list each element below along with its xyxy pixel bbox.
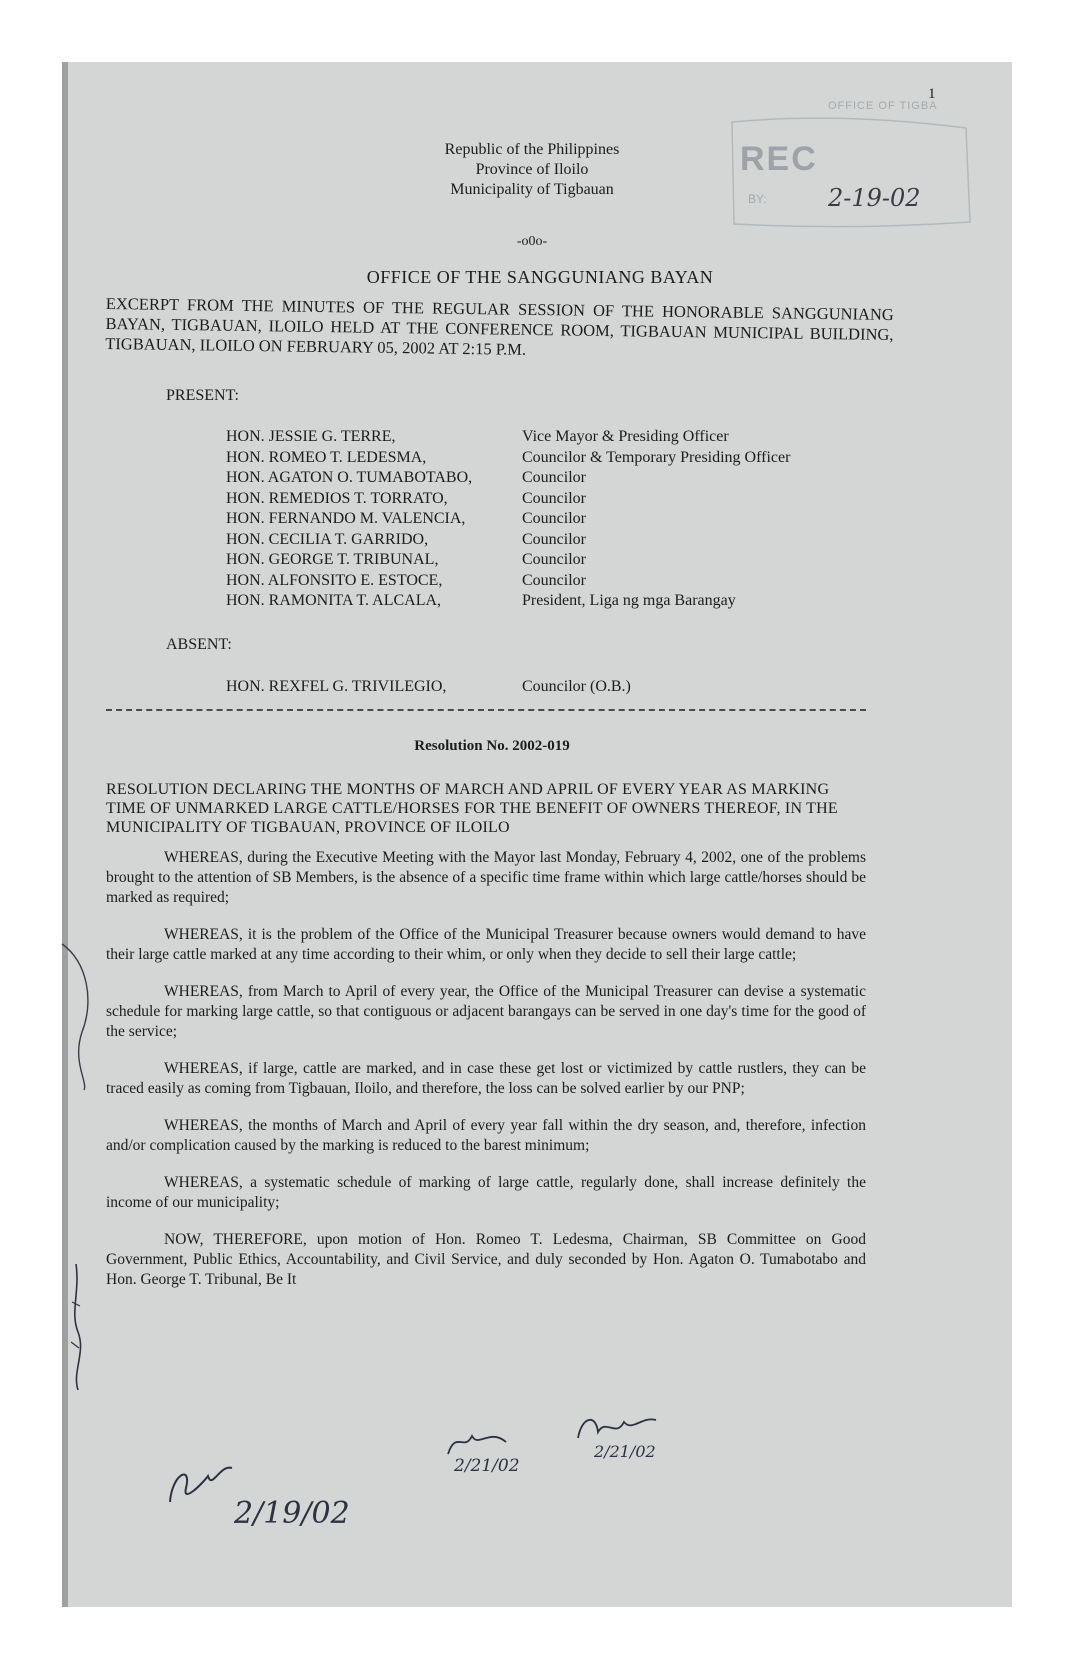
attendee-title: Councilor [522,571,586,589]
attendee-row [226,489,866,510]
dashed-divider [106,709,866,711]
attendee-title: Councilor [522,530,586,548]
resolution-title: RESOLUTION DECLARING THE MONTHS OF MARCH AND APRIL OF EVERY YEAR AS MARKING TIME OF UNMARKED LARGE CATTLE/HORSES FOR THE BENEFIT OF OWNERS THEREOF, IN THE MUNICIPALITY OF TIGBAUAN, PROVINCE OF ILOILO [106,781,838,836]
attendee-title: Councilor [522,510,586,527]
office-title: OFFICE OF THE SANGGUNIANG BAYAN [366,267,714,287]
attendee-row [226,591,866,612]
attendee-title: President, Liga ng mga Barangay [522,592,736,609]
attendee-row [226,427,866,448]
whereas-paragraph: WHEREAS, during the Executive Meeting with the Mayor last Monday, February 4, 2002, one of the problems brought to the attention of SB Members, is the absence of a specific time frame within which large cattle/horses should be marked as required; [106,849,866,906]
attendee-title: Councilor [522,489,586,507]
attendee-name: HON. RAMONITA T. ALCALA, [226,592,442,609]
attendee-name: HON. ALFONSITO E. ESTOCE, [226,571,443,589]
letterhead-province: Province of Iloilo [475,161,589,178]
stamp-office-text: OFFICE OF TIGBA [828,100,938,112]
letterhead-republic: Republic of the Philippines [444,141,620,158]
resolution-number: Resolution No. 2002-019 [414,738,570,754]
absent-list [226,677,866,698]
margin-signature-mark [66,1262,86,1392]
separator-ornament: -o0o- [516,234,548,249]
attendee-name: HON. REMEDIOS T. TORRATO, [226,489,448,507]
stamp-received-text: REC [740,140,818,178]
attendee-name: HON. GEORGE T. TRIBUNAL, [226,551,439,568]
present-label: PRESENT: [166,387,239,404]
attendee-name: HON. CECILIA T. GARRIDO, [226,530,429,548]
left-initial-signature [162,1454,242,1514]
letterhead-municipality: Municipality of Tigbauan [450,181,614,198]
attendee-title: Councilor & Temporary Presiding Officer [522,448,791,466]
left-signature-date: 2/19/02 [234,1496,350,1531]
attendee-name: HON. JESSIE G. TERRE, [226,428,396,445]
attendee-row [226,509,866,530]
whereas-paragraph: WHEREAS, if large, cattle are marked, and in case these get lost or victimized by cattle rustlers, they can be traced easily as coming from Tigbauan, Iloilo, and therefore, the loss can be solved earlier by our PNP; [106,1060,866,1097]
absentee-name: HON. REXFEL G. TRIVILEGIO, [226,678,447,695]
stamp-handwritten-date: 2-19-02 [828,184,921,212]
attendee-name: HON. ROMEO T. LEDESMA, [226,448,427,466]
absentee-title: Councilor (O.B.) [522,678,631,695]
attendee-title: Councilor [522,469,586,486]
present-list [226,427,866,612]
attendee-row [226,550,866,571]
whereas-paragraph: WHEREAS, it is the problem of the Office of the Municipal Treasurer because owners would demand to have their large cattle marked at any time according to their whim, or only when they decide to sell their large cattle; [106,926,866,963]
absentee-row [226,677,866,698]
attendee-title: Councilor [522,551,586,568]
right-signature-date: 2/21/02 [594,1442,656,1461]
attendee-name: HON. FERNANDO M. VALENCIA, [226,510,466,527]
absent-label: ABSENT: [166,636,232,653]
attendee-name: HON. AGATON O. TUMABOTABO, [226,469,473,486]
received-stamp [722,82,974,232]
now-therefore-paragraph: NOW, THEREFORE, upon motion of Hon. Romeo T. Ledesma, Chairman, SB Committee on Good Government, Public Ethics, Accountability, and Civil Service, and duly seconded by Hon. Agaton O. Tumabotabo and Hon. George T. Tribunal, Be It [106,1231,866,1288]
whereas-paragraph: WHEREAS, from March to April of every year, the Office of the Municipal Treasurer can devise a systematic schedule for marking large cattle, so that contiguous or adjacent barangays can be served in one day's time for the good of the service; [106,983,866,1040]
attendee-row [226,530,866,551]
attendee-row [226,448,866,469]
attendee-row [226,468,866,489]
page-number: 1 [928,86,936,102]
margin-bracket-mark [58,942,98,1092]
attendee-title: Vice Mayor & Presiding Officer [522,428,729,445]
document-page [62,62,1012,1607]
whereas-paragraph: WHEREAS, a systematic schedule of marking of large cattle, regularly done, shall increase definitely the income of our municipality; [106,1174,866,1211]
middle-signature-date: 2/21/02 [454,1456,520,1476]
letterhead [362,140,702,200]
resolution-body [106,848,866,1307]
stamp-by-label: BY: [748,192,767,206]
attendee-row [226,571,866,592]
excerpt-heading: EXCERPT FROM THE MINUTES OF THE REGULAR SESSION OF THE HONORABLE SANGGUNIANG BAYAN, TIGBAUAN, ILOILO HELD AT THE CONFERENCE ROOM, TIGBAUAN MUNICIPAL BUILDING, TIGBAUAN, ILOILO ON FEBRUARY 05, 2002 AT 2:15 P.M. [105,294,894,359]
whereas-paragraph: WHEREAS, the months of March and April of every year fall within the dry season, and, therefore, infection and/or complication caused by the marking is reduced to the barest minimum; [106,1117,866,1154]
